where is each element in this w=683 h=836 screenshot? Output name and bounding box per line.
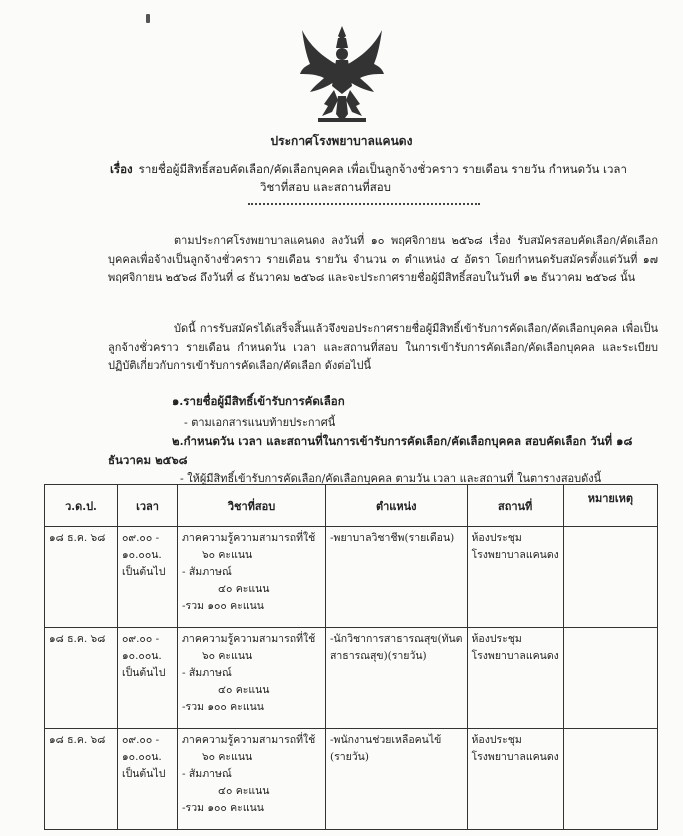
position-line: -พยาบาลวิชาชีพ(รายเดือน) [330,532,455,544]
subject-block [110,160,630,196]
place-line-2: โรงพยาบาลแคนดง [471,650,559,662]
subject-label: เรื่อง [110,162,133,176]
subject-knowledge: ภาคความรู้ความสามารถที่ใช้ [182,633,316,645]
cell-time [118,527,178,628]
cell-subject [178,527,326,628]
subject-line-1: รายชื่อผู้มีสิทธิ์สอบคัดเลือก/คัดเลือกบุคคล เพื่อเป็นลูกจ้างชั่วคราว รายเดือน รายวัน กำหนดวัน เวลา [138,162,627,176]
time-onward: เป็นต้นไป [122,667,166,679]
subject-knowledge-score: ๖๐ คะแนน [202,549,253,561]
section-1-heading: ๑.รายชื่อผู้มีสิทธิ์เข้ารับการคัดเลือก [172,394,345,408]
cell-note [563,729,657,830]
position-line: สาธารณสุข)(รายวัน) [330,650,427,662]
section-1-bullet: - ตามเอกสารแนบท้ายประกาศนี้ [184,416,336,429]
subject-knowledge: ภาคความรู้ความสามารถที่ใช้ [182,734,316,746]
time-end: ๑๐.๐๐น. [122,650,162,662]
place-line-1: ห้องประชุม [471,734,522,746]
subject-interview: - สัมภาษณ์ [182,768,232,780]
table-row [45,628,658,729]
time-onward: เป็นต้นไป [122,566,166,578]
cell-date: ๑๘ ธ.ค. ๖๘ [45,527,118,628]
cell-place [467,527,563,628]
cell-position [326,729,468,830]
time-start: ๐๙.๐๐ - [122,633,160,645]
paragraph-1-text: ตามประกาศโรงพยาบาลแคนดง ลงวันที่ ๑๐ พฤศจิกายน ๒๕๖๘ เรื่อง รับสมัครสอบคัดเลือก/คัดเลือกบุคคลเพื่อจ้างเป็นลูกจ้างชั่วคราว รายเดือน รายวัน จำนวน ๓ ตำแหน่ง ๔ อัตรา โดยกำหนดรับสมัครตั้งแต่วันที่ ๑๗ พฤศจิกายน ๒๕๖๘ ถึงวันที่ ๘ ธันวาคม ๒๕๖๘ และจะประกาศรายชื่อผู้มีสิทธิ์สอบในวันที่ ๑๒ ธันวาคม ๒๕๖๘ นั้น [108,234,658,284]
section-2-heading-text: ๒.กำหนดวัน เวลา และสถานที่ในการเข้ารับการคัดเลือก/คัดเลือกบุคคล สอบคัดเลือก วันที่ ๑๘ ธันวาคม ๒๕๖๘ [108,434,633,467]
place-line-2: โรงพยาบาลแคนดง [471,751,559,763]
place-line-1: ห้องประชุม [471,532,522,544]
subject-knowledge: ภาคความรู้ความสามารถที่ใช้ [182,532,316,544]
subject-interview: - สัมภาษณ์ [182,566,232,578]
position-line: -นักวิชาการสาธารณสุข(ทันต [330,633,463,645]
section-2-bullet: - ให้ผู้มีสิทธิ์เข้ารับการคัดเลือก/คัดเลือกบุคคล ตามวัน เวลา และสถานที่ ในตารางสอบดังนี้ [180,472,602,485]
header-time: เวลา [118,485,178,527]
paragraph-2-text: บัดนี้ การรับสมัครได้เสร็จสิ้นแล้วจึงขอประกาศรายชื่อผู้มีสิทธิ์เข้ารับการคัดเลือก/คัดเลือกบุคคล เพื่อเป็นลูกจ้างชั่วคราว รายเดือน กำหนดวัน เวลา และสถานที่สอบ ในการเข้ารับการคัดเลือก/คัดเลือกบุคคล และระเบียบปฏิบัติเกี่ยวกับการเข้ารับการคัดเลือก/คัดเลือก ดังต่อไปนี้ [108,322,658,372]
announcement-title: ประกาศโรงพยาบาลแคนดง [270,134,413,148]
garuda-emblem-icon [298,24,386,128]
exam-schedule-table [44,484,658,830]
header-position: ตำแหน่ง [326,485,468,527]
subject-interview-score: ๔๐ คะแนน [218,583,270,595]
subject-knowledge-score: ๖๐ คะแนน [202,751,253,763]
place-line-1: ห้องประชุม [471,633,522,645]
table-header-row [45,485,658,527]
section-2-heading [108,432,658,470]
time-end: ๑๐.๐๐น. [122,549,162,561]
cell-note [563,628,657,729]
table-row [45,527,658,628]
time-start: ๐๙.๐๐ - [122,734,160,746]
time-end: ๑๐.๐๐น. [122,751,162,763]
subject-line-2: วิชาที่สอบ และสถานที่สอบ [260,180,391,194]
header-date: ว.ด.ป. [45,485,118,527]
cell-time [118,628,178,729]
cell-place [467,729,563,830]
cell-note [563,527,657,628]
table-row [45,729,658,830]
subject-knowledge-score: ๖๐ คะแนน [202,650,253,662]
subject-interview-score: ๔๐ คะแนน [218,684,270,696]
cell-date: ๑๘ ธ.ค. ๖๘ [45,729,118,830]
cell-place [467,628,563,729]
cell-position [326,628,468,729]
cell-time [118,729,178,830]
place-line-2: โรงพยาบาลแคนดง [471,549,559,561]
cell-subject [178,729,326,830]
paragraph-1 [108,232,658,288]
subject-total: -รวม ๑๐๐ คะแนน [182,701,264,713]
header-note: หมายเหตุ [563,485,657,527]
cell-date: ๑๘ ธ.ค. ๖๘ [45,628,118,729]
paragraph-2 [108,320,658,376]
subject-total: -รวม ๑๐๐ คะแนน [182,600,264,612]
position-line: (รายวัน) [330,751,369,763]
header-place: สถานที่ [467,485,563,527]
time-onward: เป็นต้นไป [122,768,166,780]
dotted-separator [248,203,480,205]
scan-speck [146,14,150,23]
position-line: -พนักงานช่วยเหลือคนไข้ [330,734,442,746]
subject-interview-score: ๔๐ คะแนน [218,785,270,797]
cell-subject [178,628,326,729]
time-start: ๐๙.๐๐ - [122,532,160,544]
cell-position [326,527,468,628]
subject-interview: - สัมภาษณ์ [182,667,232,679]
subject-total: -รวม ๑๐๐ คะแนน [182,802,264,814]
header-subject: วิชาที่สอบ [178,485,326,527]
